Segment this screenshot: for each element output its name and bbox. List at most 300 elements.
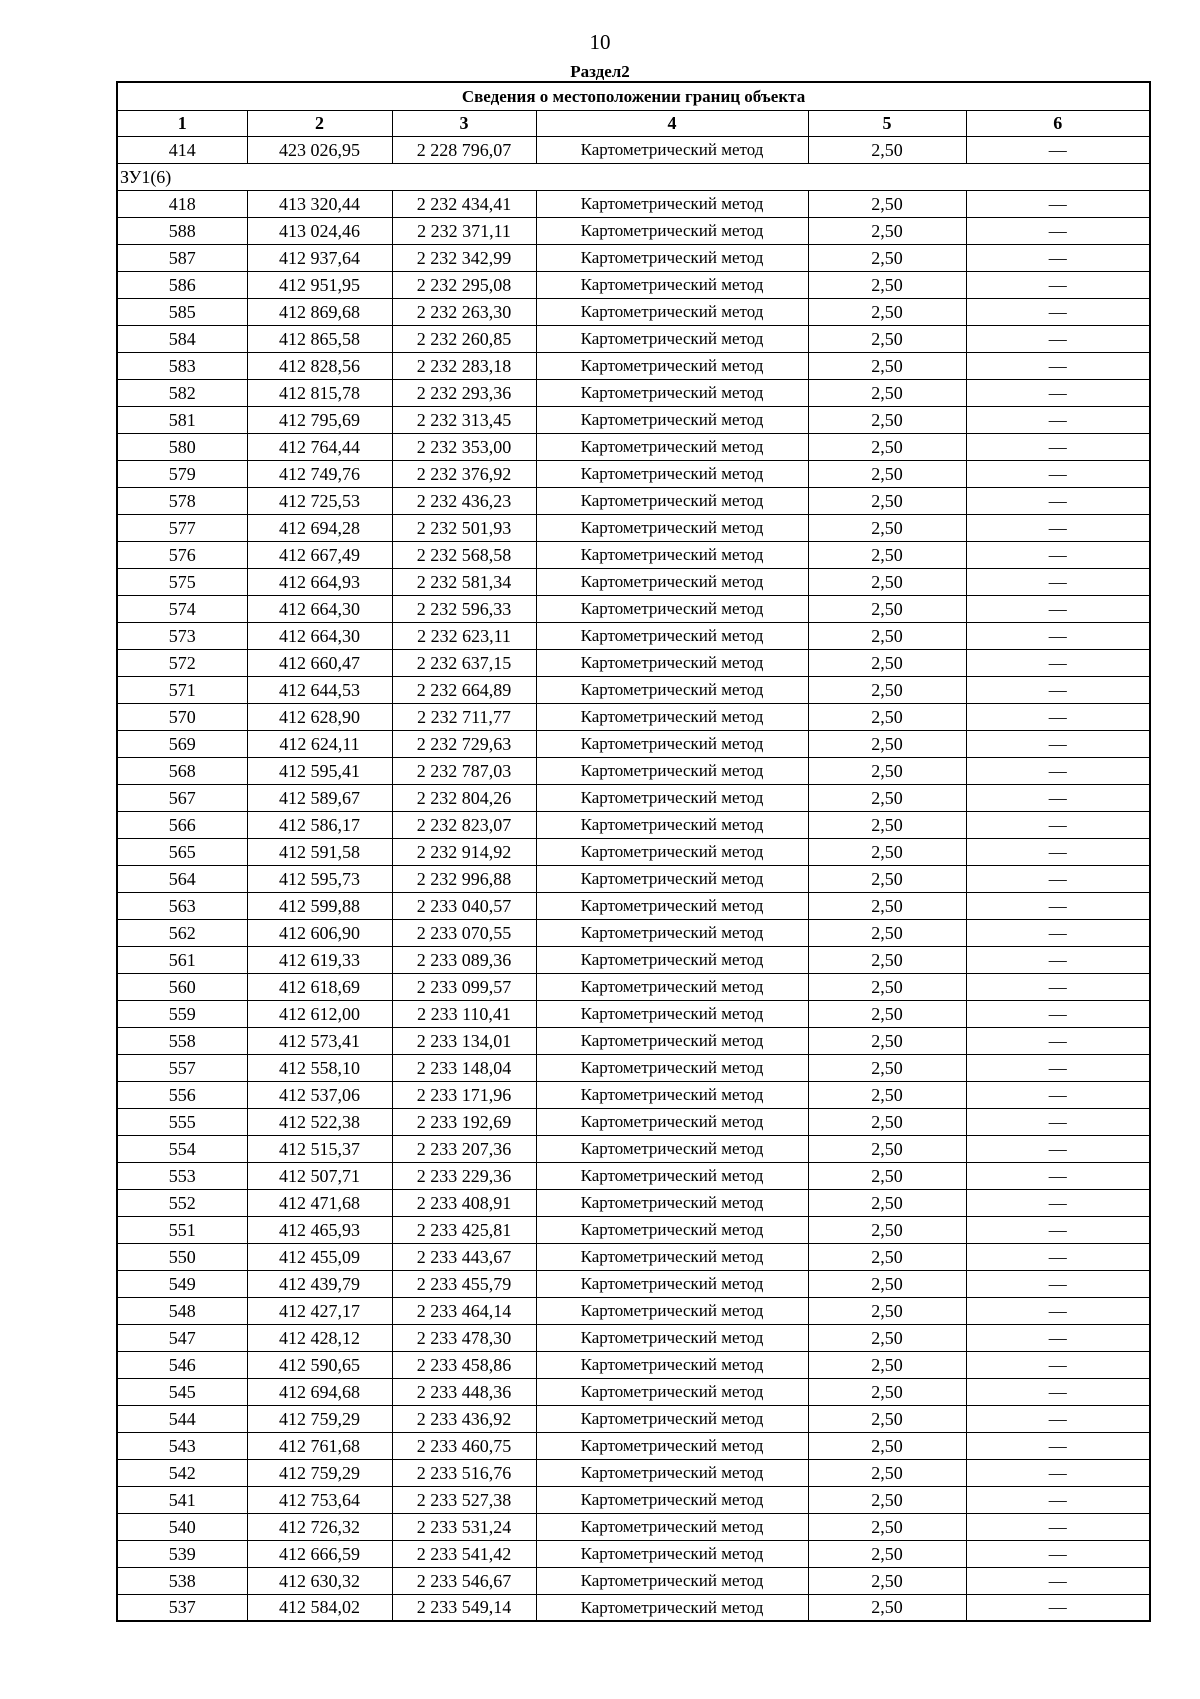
- method-cell: Картометрический метод: [536, 730, 808, 757]
- precision-cell: 2,50: [808, 487, 966, 514]
- method-cell: Картометрический метод: [536, 379, 808, 406]
- method-cell: Картометрический метод: [536, 406, 808, 433]
- method-cell: Картометрический метод: [536, 271, 808, 298]
- description-cell: —: [966, 568, 1150, 595]
- point-number-cell: 540: [117, 1513, 247, 1540]
- y-coordinate-cell: 2 233 455,79: [392, 1270, 536, 1297]
- y-coordinate-cell: 2 232 996,88: [392, 865, 536, 892]
- method-cell: Картометрический метод: [536, 946, 808, 973]
- description-cell: —: [966, 1162, 1150, 1189]
- table-row: [117, 1027, 1150, 1054]
- y-coordinate-cell: 2 232 711,77: [392, 703, 536, 730]
- y-coordinate-cell: 2 232 313,45: [392, 406, 536, 433]
- y-coordinate-cell: 2 232 295,08: [392, 271, 536, 298]
- point-number-cell: 582: [117, 379, 247, 406]
- table-row: [117, 1243, 1150, 1270]
- table-row: [117, 568, 1150, 595]
- precision-cell: 2,50: [808, 1540, 966, 1567]
- precision-cell: 2,50: [808, 1594, 966, 1621]
- x-coordinate-cell: 412 667,49: [247, 541, 392, 568]
- description-cell: —: [966, 1108, 1150, 1135]
- table-row: [117, 1081, 1150, 1108]
- point-number-cell: 575: [117, 568, 247, 595]
- precision-cell: 2,50: [808, 892, 966, 919]
- point-number-cell: 570: [117, 703, 247, 730]
- precision-cell: 2,50: [808, 1027, 966, 1054]
- x-coordinate-cell: 412 606,90: [247, 919, 392, 946]
- point-number-cell: 562: [117, 919, 247, 946]
- method-cell: Картометрический метод: [536, 433, 808, 460]
- description-cell: —: [966, 1567, 1150, 1594]
- method-cell: Картометрический метод: [536, 1081, 808, 1108]
- description-cell: —: [966, 460, 1150, 487]
- precision-cell: 2,50: [808, 1162, 966, 1189]
- y-coordinate-cell: 2 233 099,57: [392, 973, 536, 1000]
- description-cell: —: [966, 838, 1150, 865]
- x-coordinate-cell: 412 455,09: [247, 1243, 392, 1270]
- x-coordinate-cell: 412 759,29: [247, 1459, 392, 1486]
- x-coordinate-cell: 412 595,41: [247, 757, 392, 784]
- x-coordinate-cell: 412 586,17: [247, 811, 392, 838]
- precision-cell: 2,50: [808, 1135, 966, 1162]
- point-number-cell: 568: [117, 757, 247, 784]
- x-coordinate-cell: 412 630,32: [247, 1567, 392, 1594]
- precision-cell: 2,50: [808, 1108, 966, 1135]
- x-coordinate-cell: 412 644,53: [247, 676, 392, 703]
- method-cell: Картометрический метод: [536, 1135, 808, 1162]
- precision-cell: 2,50: [808, 352, 966, 379]
- precision-cell: 2,50: [808, 460, 966, 487]
- description-cell: —: [966, 298, 1150, 325]
- y-coordinate-cell: 2 233 541,42: [392, 1540, 536, 1567]
- description-cell: —: [966, 1081, 1150, 1108]
- point-number-cell: 571: [117, 676, 247, 703]
- description-cell: —: [966, 1351, 1150, 1378]
- description-cell: —: [966, 541, 1150, 568]
- description-cell: —: [966, 1405, 1150, 1432]
- description-cell: —: [966, 1270, 1150, 1297]
- description-cell: —: [966, 757, 1150, 784]
- description-cell: —: [966, 595, 1150, 622]
- precision-cell: 2,50: [808, 1000, 966, 1027]
- precision-cell: 2,50: [808, 541, 966, 568]
- column-header: 2: [247, 110, 392, 136]
- method-cell: Картометрический метод: [536, 1162, 808, 1189]
- method-cell: Картометрический метод: [536, 136, 808, 163]
- table-header-row: [117, 110, 1150, 136]
- method-cell: Картометрический метод: [536, 244, 808, 271]
- y-coordinate-cell: 2 233 549,14: [392, 1594, 536, 1621]
- y-coordinate-cell: 2 232 623,11: [392, 622, 536, 649]
- x-coordinate-cell: 412 759,29: [247, 1405, 392, 1432]
- y-coordinate-cell: 2 233 464,14: [392, 1297, 536, 1324]
- method-cell: Картометрический метод: [536, 1189, 808, 1216]
- point-number-cell: 555: [117, 1108, 247, 1135]
- point-number-cell: 565: [117, 838, 247, 865]
- x-coordinate-cell: 412 753,64: [247, 1486, 392, 1513]
- y-coordinate-cell: 2 233 443,67: [392, 1243, 536, 1270]
- point-number-cell: 550: [117, 1243, 247, 1270]
- precision-cell: 2,50: [808, 1513, 966, 1540]
- x-coordinate-cell: 412 589,67: [247, 784, 392, 811]
- table-row: [117, 1540, 1150, 1567]
- y-coordinate-cell: 2 232 581,34: [392, 568, 536, 595]
- description-cell: —: [966, 1594, 1150, 1621]
- table-row: [117, 541, 1150, 568]
- x-coordinate-cell: 412 725,53: [247, 487, 392, 514]
- point-number-cell: 544: [117, 1405, 247, 1432]
- precision-cell: 2,50: [808, 703, 966, 730]
- x-coordinate-cell: 412 828,56: [247, 352, 392, 379]
- description-cell: —: [966, 1459, 1150, 1486]
- x-coordinate-cell: 412 522,38: [247, 1108, 392, 1135]
- x-coordinate-cell: 412 694,68: [247, 1378, 392, 1405]
- precision-cell: 2,50: [808, 973, 966, 1000]
- group-row: [117, 163, 1150, 190]
- method-cell: Картометрический метод: [536, 568, 808, 595]
- point-number-cell: 542: [117, 1459, 247, 1486]
- table-row: [117, 784, 1150, 811]
- table-row: [117, 1378, 1150, 1405]
- method-cell: Картометрический метод: [536, 1378, 808, 1405]
- precision-cell: 2,50: [808, 514, 966, 541]
- precision-cell: 2,50: [808, 865, 966, 892]
- x-coordinate-cell: 412 937,64: [247, 244, 392, 271]
- description-cell: —: [966, 1324, 1150, 1351]
- description-cell: —: [966, 379, 1150, 406]
- precision-cell: 2,50: [808, 1081, 966, 1108]
- table-row: [117, 1486, 1150, 1513]
- x-coordinate-cell: 412 761,68: [247, 1432, 392, 1459]
- y-coordinate-cell: 2 233 192,69: [392, 1108, 536, 1135]
- precision-cell: 2,50: [808, 676, 966, 703]
- description-cell: —: [966, 136, 1150, 163]
- method-cell: Картометрический метод: [536, 190, 808, 217]
- point-number-cell: 564: [117, 865, 247, 892]
- precision-cell: 2,50: [808, 406, 966, 433]
- x-coordinate-cell: 412 515,37: [247, 1135, 392, 1162]
- table-row: [117, 622, 1150, 649]
- point-number-cell: 560: [117, 973, 247, 1000]
- method-cell: Картометрический метод: [536, 1108, 808, 1135]
- x-coordinate-cell: 412 726,32: [247, 1513, 392, 1540]
- table-row: [117, 838, 1150, 865]
- y-coordinate-cell: 2 233 134,01: [392, 1027, 536, 1054]
- y-coordinate-cell: 2 232 914,92: [392, 838, 536, 865]
- description-cell: —: [966, 649, 1150, 676]
- column-header: 3: [392, 110, 536, 136]
- method-cell: Картометрический метод: [536, 1297, 808, 1324]
- y-coordinate-cell: 2 232 823,07: [392, 811, 536, 838]
- x-coordinate-cell: 413 024,46: [247, 217, 392, 244]
- method-cell: Картометрический метод: [536, 649, 808, 676]
- precision-cell: 2,50: [808, 1324, 966, 1351]
- table-row: [117, 1459, 1150, 1486]
- precision-cell: 2,50: [808, 622, 966, 649]
- precision-cell: 2,50: [808, 190, 966, 217]
- group-label: ЗУ1(6): [117, 163, 1150, 190]
- y-coordinate-cell: 2 232 353,00: [392, 433, 536, 460]
- point-number-cell: 554: [117, 1135, 247, 1162]
- method-cell: Картометрический метод: [536, 919, 808, 946]
- table-row: [117, 919, 1150, 946]
- column-header: 5: [808, 110, 966, 136]
- y-coordinate-cell: 2 233 040,57: [392, 892, 536, 919]
- precision-cell: 2,50: [808, 1486, 966, 1513]
- point-number-cell: 551: [117, 1216, 247, 1243]
- precision-cell: 2,50: [808, 1432, 966, 1459]
- x-coordinate-cell: 412 595,73: [247, 865, 392, 892]
- precision-cell: 2,50: [808, 1189, 966, 1216]
- x-coordinate-cell: 412 865,58: [247, 325, 392, 352]
- method-cell: Картометрический метод: [536, 595, 808, 622]
- x-coordinate-cell: 423 026,95: [247, 136, 392, 163]
- y-coordinate-cell: 2 233 516,76: [392, 1459, 536, 1486]
- x-coordinate-cell: 412 427,17: [247, 1297, 392, 1324]
- table-row: [117, 244, 1150, 271]
- table-row: [117, 1216, 1150, 1243]
- point-number-cell: 549: [117, 1270, 247, 1297]
- boundary-coordinates-table: [116, 81, 1151, 1622]
- x-coordinate-cell: 412 584,02: [247, 1594, 392, 1621]
- y-coordinate-cell: 2 233 110,41: [392, 1000, 536, 1027]
- table-row: [117, 487, 1150, 514]
- table-row: [117, 811, 1150, 838]
- point-number-cell: 579: [117, 460, 247, 487]
- description-cell: —: [966, 730, 1150, 757]
- table-row: [117, 676, 1150, 703]
- table-caption-row: [117, 82, 1150, 110]
- point-number-cell: 418: [117, 190, 247, 217]
- table-row: [117, 352, 1150, 379]
- section-title: Раздел2: [570, 62, 630, 81]
- x-coordinate-cell: 412 749,76: [247, 460, 392, 487]
- y-coordinate-cell: 2 233 425,81: [392, 1216, 536, 1243]
- table-row: [117, 217, 1150, 244]
- table-row: [117, 460, 1150, 487]
- precision-cell: 2,50: [808, 1378, 966, 1405]
- y-coordinate-cell: 2 233 531,24: [392, 1513, 536, 1540]
- table-caption: Сведения о местоположении границ объекта: [117, 82, 1150, 110]
- method-cell: Картометрический метод: [536, 784, 808, 811]
- method-cell: Картометрический метод: [536, 1243, 808, 1270]
- description-cell: —: [966, 514, 1150, 541]
- description-cell: —: [966, 811, 1150, 838]
- x-coordinate-cell: 412 795,69: [247, 406, 392, 433]
- precision-cell: 2,50: [808, 244, 966, 271]
- y-coordinate-cell: 2 233 089,36: [392, 946, 536, 973]
- column-header: 6: [966, 110, 1150, 136]
- point-number-cell: 563: [117, 892, 247, 919]
- method-cell: Картометрический метод: [536, 325, 808, 352]
- table-row: [117, 595, 1150, 622]
- y-coordinate-cell: 2 233 171,96: [392, 1081, 536, 1108]
- x-coordinate-cell: 412 664,93: [247, 568, 392, 595]
- description-cell: —: [966, 1000, 1150, 1027]
- y-coordinate-cell: 2 232 371,11: [392, 217, 536, 244]
- point-number-cell: 584: [117, 325, 247, 352]
- point-number-cell: 557: [117, 1054, 247, 1081]
- precision-cell: 2,50: [808, 136, 966, 163]
- table-row: [117, 514, 1150, 541]
- description-cell: —: [966, 1378, 1150, 1405]
- x-coordinate-cell: 412 618,69: [247, 973, 392, 1000]
- table-row: [117, 1432, 1150, 1459]
- column-header: 1: [117, 110, 247, 136]
- y-coordinate-cell: 2 233 460,75: [392, 1432, 536, 1459]
- precision-cell: 2,50: [808, 271, 966, 298]
- point-number-cell: 561: [117, 946, 247, 973]
- y-coordinate-cell: 2 233 070,55: [392, 919, 536, 946]
- description-cell: —: [966, 676, 1150, 703]
- x-coordinate-cell: 412 664,30: [247, 622, 392, 649]
- precision-cell: 2,50: [808, 217, 966, 244]
- y-coordinate-cell: 2 232 568,58: [392, 541, 536, 568]
- table-row: [117, 703, 1150, 730]
- precision-cell: 2,50: [808, 433, 966, 460]
- table-row: [117, 892, 1150, 919]
- description-cell: —: [966, 271, 1150, 298]
- x-coordinate-cell: 412 612,00: [247, 1000, 392, 1027]
- y-coordinate-cell: 2 232 804,26: [392, 784, 536, 811]
- table-row: [117, 1189, 1150, 1216]
- table-row: [117, 1108, 1150, 1135]
- x-coordinate-cell: 412 558,10: [247, 1054, 392, 1081]
- y-coordinate-cell: 2 232 293,36: [392, 379, 536, 406]
- x-coordinate-cell: 413 320,44: [247, 190, 392, 217]
- table-row: [117, 1297, 1150, 1324]
- y-coordinate-cell: 2 233 148,04: [392, 1054, 536, 1081]
- precision-cell: 2,50: [808, 298, 966, 325]
- table-row: [117, 406, 1150, 433]
- point-number-cell: 585: [117, 298, 247, 325]
- y-coordinate-cell: 2 228 796,07: [392, 136, 536, 163]
- precision-cell: 2,50: [808, 811, 966, 838]
- point-number-cell: 559: [117, 1000, 247, 1027]
- x-coordinate-cell: 412 465,93: [247, 1216, 392, 1243]
- x-coordinate-cell: 412 764,44: [247, 433, 392, 460]
- precision-cell: 2,50: [808, 379, 966, 406]
- y-coordinate-cell: 2 232 376,92: [392, 460, 536, 487]
- point-number-cell: 581: [117, 406, 247, 433]
- x-coordinate-cell: 412 591,58: [247, 838, 392, 865]
- y-coordinate-cell: 2 232 263,30: [392, 298, 536, 325]
- description-cell: —: [966, 1513, 1150, 1540]
- description-cell: —: [966, 1540, 1150, 1567]
- y-coordinate-cell: 2 232 342,99: [392, 244, 536, 271]
- table-row: [117, 730, 1150, 757]
- point-number-cell: 547: [117, 1324, 247, 1351]
- method-cell: Картометрический метод: [536, 1594, 808, 1621]
- precision-cell: 2,50: [808, 1216, 966, 1243]
- point-number-cell: 583: [117, 352, 247, 379]
- point-number-cell: 556: [117, 1081, 247, 1108]
- y-coordinate-cell: 2 233 546,67: [392, 1567, 536, 1594]
- y-coordinate-cell: 2 233 436,92: [392, 1405, 536, 1432]
- method-cell: Картометрический метод: [536, 757, 808, 784]
- y-coordinate-cell: 2 232 283,18: [392, 352, 536, 379]
- description-cell: —: [966, 703, 1150, 730]
- table-row: [117, 865, 1150, 892]
- x-coordinate-cell: 412 573,41: [247, 1027, 392, 1054]
- description-cell: —: [966, 1027, 1150, 1054]
- point-number-cell: 543: [117, 1432, 247, 1459]
- precision-cell: 2,50: [808, 325, 966, 352]
- precision-cell: 2,50: [808, 946, 966, 973]
- table-row: [117, 298, 1150, 325]
- description-cell: —: [966, 946, 1150, 973]
- x-coordinate-cell: 412 664,30: [247, 595, 392, 622]
- precision-cell: 2,50: [808, 730, 966, 757]
- point-number-cell: 567: [117, 784, 247, 811]
- method-cell: Картометрический метод: [536, 892, 808, 919]
- table-row: [117, 973, 1150, 1000]
- precision-cell: 2,50: [808, 784, 966, 811]
- method-cell: Картометрический метод: [536, 1324, 808, 1351]
- point-number-cell: 569: [117, 730, 247, 757]
- method-cell: Картометрический метод: [536, 1432, 808, 1459]
- precision-cell: 2,50: [808, 1297, 966, 1324]
- method-cell: Картометрический метод: [536, 1216, 808, 1243]
- y-coordinate-cell: 2 232 787,03: [392, 757, 536, 784]
- description-cell: —: [966, 784, 1150, 811]
- point-number-cell: 537: [117, 1594, 247, 1621]
- table-row: [117, 1594, 1150, 1621]
- y-coordinate-cell: 2 233 229,36: [392, 1162, 536, 1189]
- point-number-cell: 558: [117, 1027, 247, 1054]
- method-cell: Картометрический метод: [536, 298, 808, 325]
- table-row: [117, 433, 1150, 460]
- column-header: 4: [536, 110, 808, 136]
- method-cell: Картометрический метод: [536, 838, 808, 865]
- precision-cell: 2,50: [808, 838, 966, 865]
- x-coordinate-cell: 412 660,47: [247, 649, 392, 676]
- point-number-cell: 587: [117, 244, 247, 271]
- method-cell: Картометрический метод: [536, 1270, 808, 1297]
- x-coordinate-cell: 412 428,12: [247, 1324, 392, 1351]
- point-number-cell: 572: [117, 649, 247, 676]
- point-number-cell: 538: [117, 1567, 247, 1594]
- description-cell: —: [966, 325, 1150, 352]
- x-coordinate-cell: 412 666,59: [247, 1540, 392, 1567]
- y-coordinate-cell: 2 233 408,91: [392, 1189, 536, 1216]
- x-coordinate-cell: 412 815,78: [247, 379, 392, 406]
- description-cell: —: [966, 1216, 1150, 1243]
- point-number-cell: 573: [117, 622, 247, 649]
- description-cell: —: [966, 406, 1150, 433]
- description-cell: —: [966, 973, 1150, 1000]
- precision-cell: 2,50: [808, 595, 966, 622]
- y-coordinate-cell: 2 233 458,86: [392, 1351, 536, 1378]
- point-number-cell: 576: [117, 541, 247, 568]
- precision-cell: 2,50: [808, 1054, 966, 1081]
- point-number-cell: 414: [117, 136, 247, 163]
- x-coordinate-cell: 412 624,11: [247, 730, 392, 757]
- point-number-cell: 545: [117, 1378, 247, 1405]
- method-cell: Картометрический метод: [536, 1405, 808, 1432]
- table-row: [117, 271, 1150, 298]
- method-cell: Картометрический метод: [536, 541, 808, 568]
- description-cell: —: [966, 919, 1150, 946]
- x-coordinate-cell: 412 590,65: [247, 1351, 392, 1378]
- point-number-cell: 574: [117, 595, 247, 622]
- table-row: [117, 325, 1150, 352]
- precision-cell: 2,50: [808, 1459, 966, 1486]
- y-coordinate-cell: 2 232 729,63: [392, 730, 536, 757]
- precision-cell: 2,50: [808, 568, 966, 595]
- method-cell: Картометрический метод: [536, 514, 808, 541]
- description-cell: —: [966, 1243, 1150, 1270]
